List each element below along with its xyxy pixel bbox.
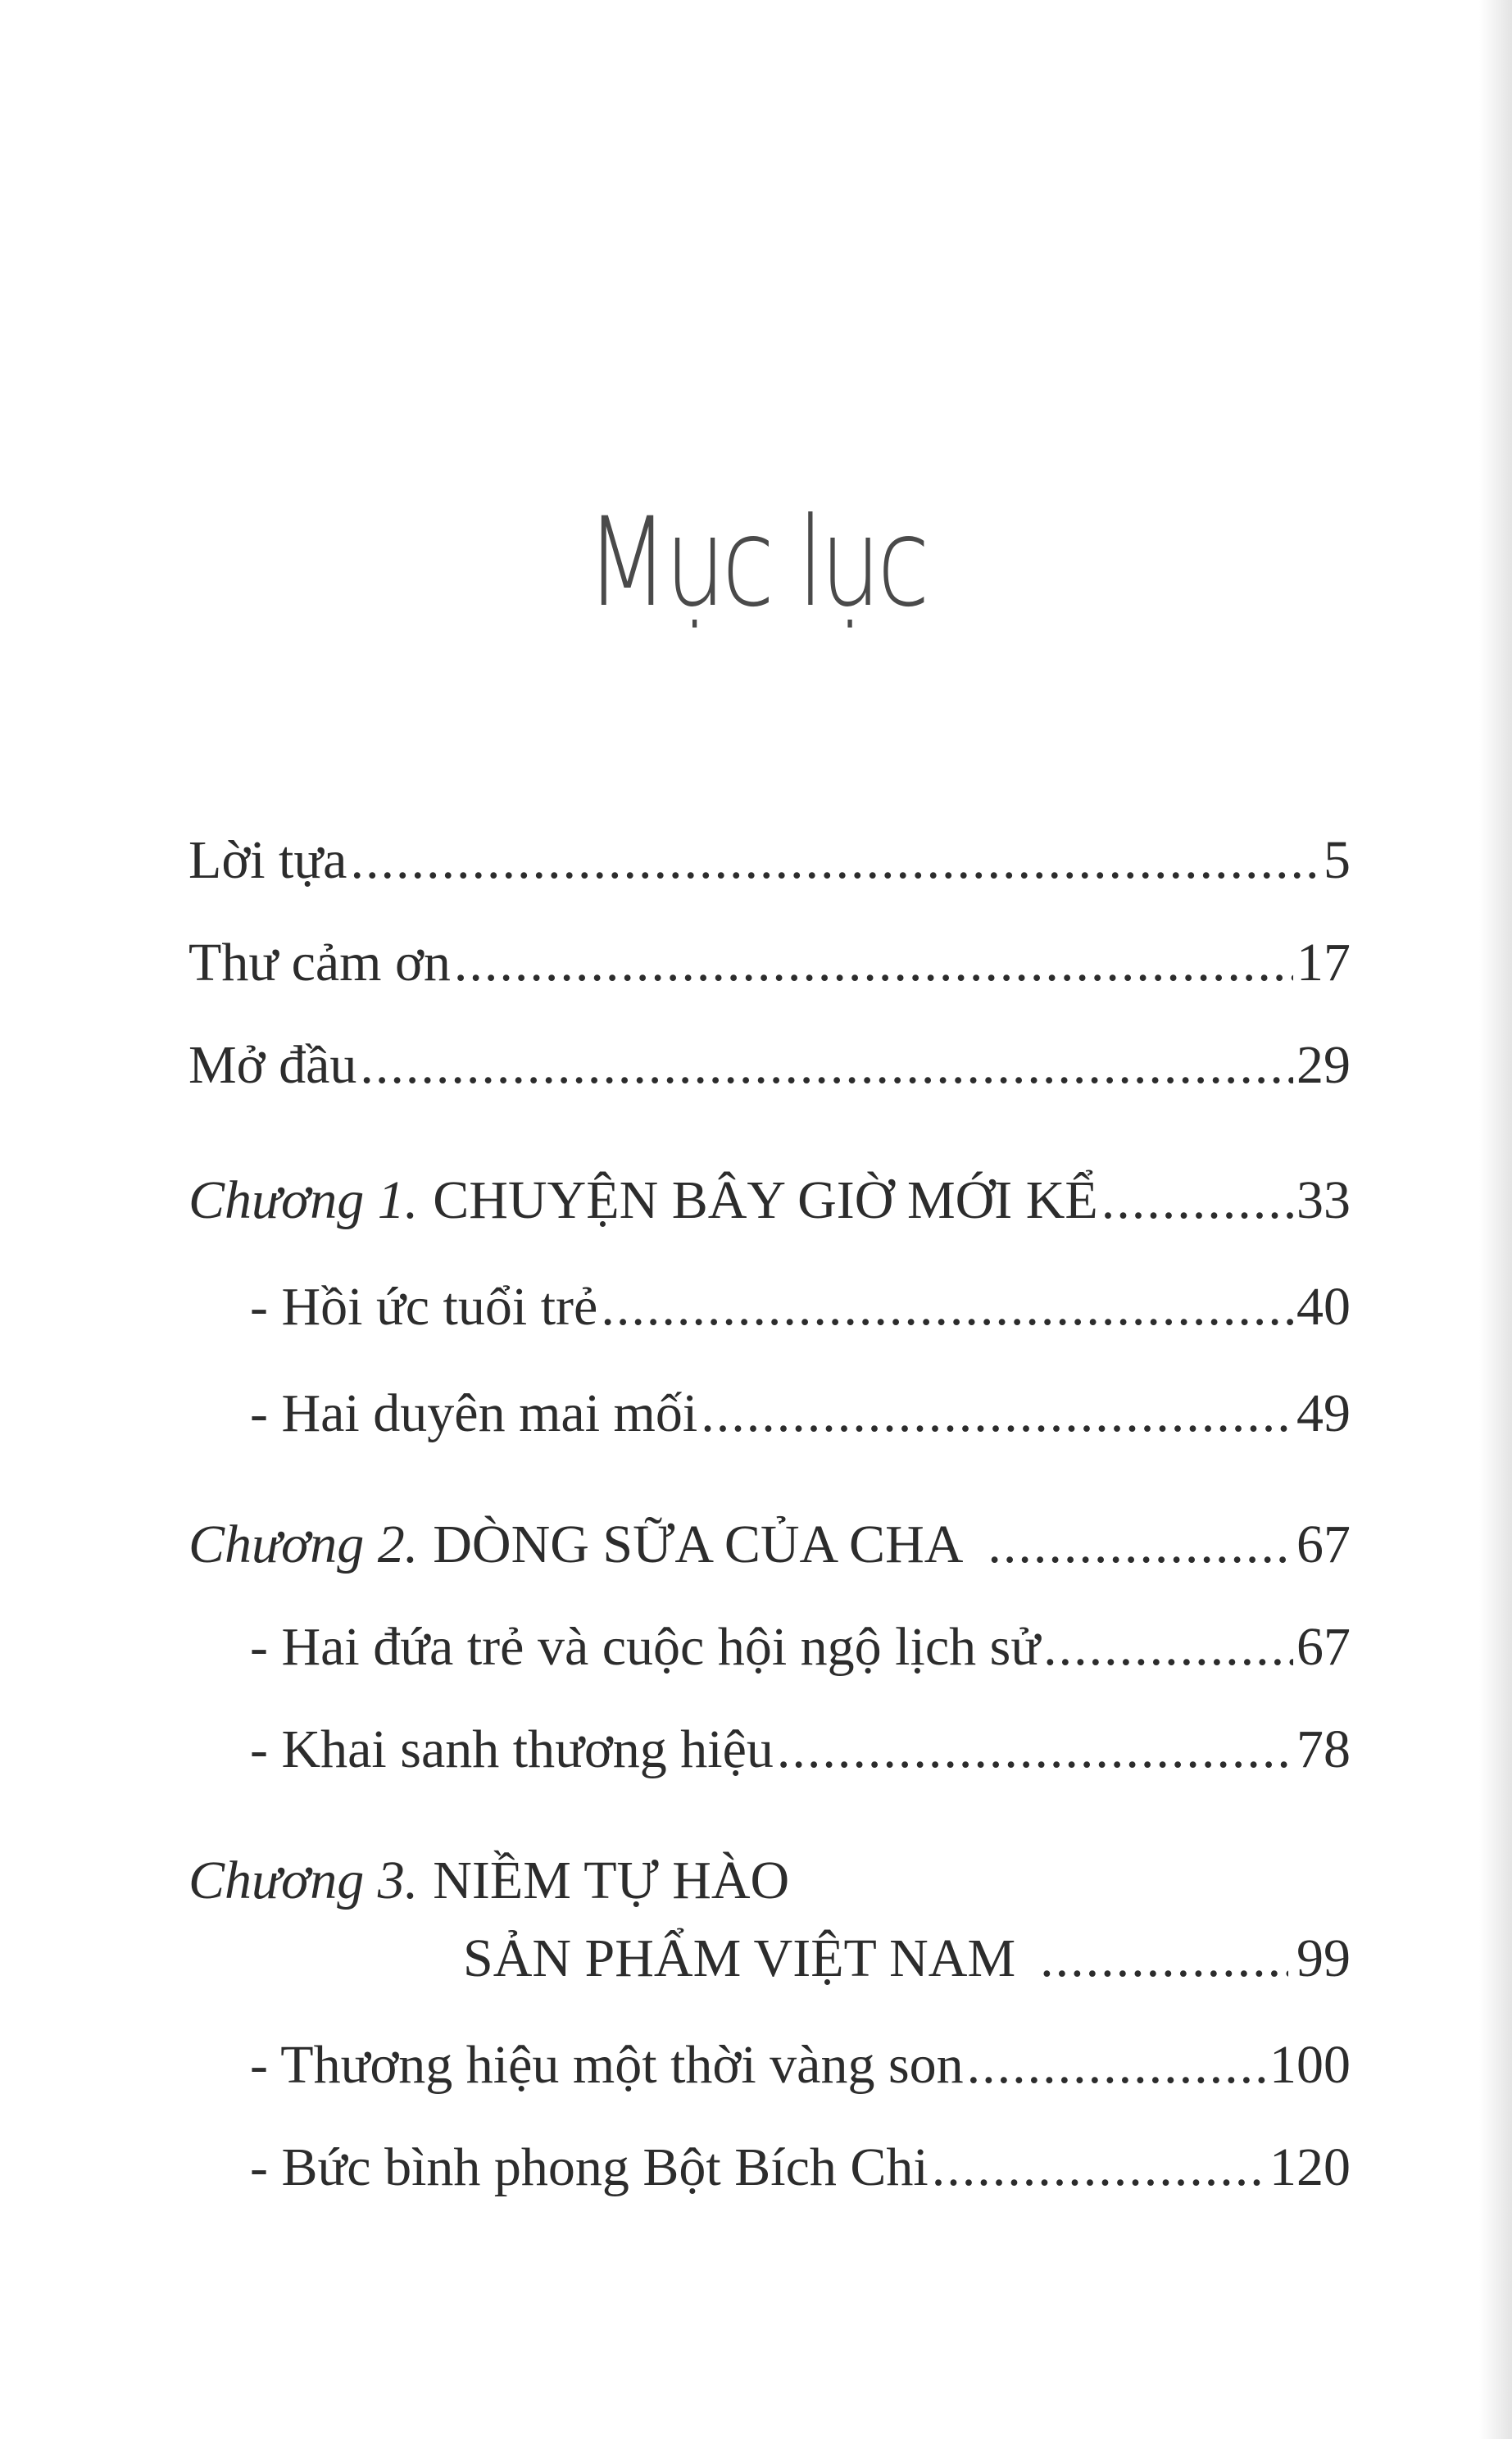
leader-dots [777, 1717, 1293, 1783]
toc-section [250, 2032, 1351, 2098]
leader-dots [454, 930, 1293, 996]
page-edge-shadow [1479, 0, 1512, 2439]
chapter-prefix: Chương 1. [188, 1170, 419, 1230]
chapter-page: 99 [1296, 1928, 1351, 1988]
toc-entry-label: Mở đầu [188, 1035, 357, 1095]
toc-entry-label: Lời tựa [188, 830, 347, 890]
chapter-prefix: Chương 2. [188, 1515, 419, 1574]
toc-chapter-3-line2 [463, 1926, 1351, 1992]
leader-dots [988, 1512, 1293, 1578]
leader-dots [932, 2135, 1266, 2201]
chapter-title: DÒNG SỮA CỦA CHA [433, 1515, 964, 1574]
leader-dots [601, 1274, 1293, 1340]
leader-dots [350, 828, 1320, 893]
leader-dots [967, 2032, 1266, 2098]
leader-dots [1040, 1926, 1288, 1992]
toc-entry-foreword [188, 828, 1351, 893]
toc-entry-label: Thư cảm ơn [188, 933, 451, 992]
section-label: - Hồi ức tuổi trẻ [250, 1277, 598, 1337]
section-page: 67 [1296, 1617, 1351, 1677]
section-page: 40 [1296, 1277, 1351, 1337]
page-title: Mục lục [586, 492, 926, 634]
section-page: 100 [1269, 2035, 1351, 2095]
toc-chapter-1 [188, 1168, 1351, 1233]
section-label: - Thương hiệu một thời vàng son [250, 2035, 964, 2095]
toc-section [250, 1717, 1351, 1783]
toc-section [250, 2135, 1351, 2201]
leader-dots [1043, 1615, 1293, 1680]
toc-section [250, 1381, 1351, 1447]
toc-entry-page: 5 [1324, 830, 1351, 890]
section-label: - Hai duyên mai mối [250, 1383, 698, 1443]
toc-entry-page: 29 [1296, 1035, 1351, 1095]
section-label: - Bức bình phong Bột Bích Chi [250, 2137, 929, 2197]
section-label: - Hai đứa trẻ và cuộc hội ngộ lịch sử [250, 1617, 1041, 1677]
chapter-prefix: Chương 3. [188, 1851, 419, 1910]
leader-dots [1101, 1168, 1293, 1233]
toc-section [250, 1615, 1351, 1680]
section-page: 49 [1296, 1383, 1351, 1443]
toc-chapter-3 [188, 1848, 1351, 1914]
toc-section [250, 1274, 1351, 1340]
chapter-title: NIỀM TỰ HÀO [433, 1851, 790, 1910]
toc-entry-acknowledgements [188, 930, 1351, 996]
chapter-page: 33 [1296, 1170, 1351, 1230]
leader-dots [701, 1381, 1293, 1447]
section-page: 78 [1296, 1719, 1351, 1779]
chapter-title-line2: SẢN PHẨM VIỆT NAM [463, 1928, 1016, 1988]
chapter-title: CHUYỆN BÂY GIỜ MỚI KỂ [433, 1170, 1098, 1230]
toc-entry-introduction [188, 1033, 1351, 1098]
chapter-page: 67 [1296, 1515, 1351, 1574]
section-label: - Khai sanh thương hiệu [250, 1719, 774, 1779]
toc-chapter-2 [188, 1512, 1351, 1578]
section-page: 120 [1269, 2137, 1351, 2197]
toc-entry-page: 17 [1296, 933, 1351, 992]
leader-dots [360, 1033, 1293, 1098]
